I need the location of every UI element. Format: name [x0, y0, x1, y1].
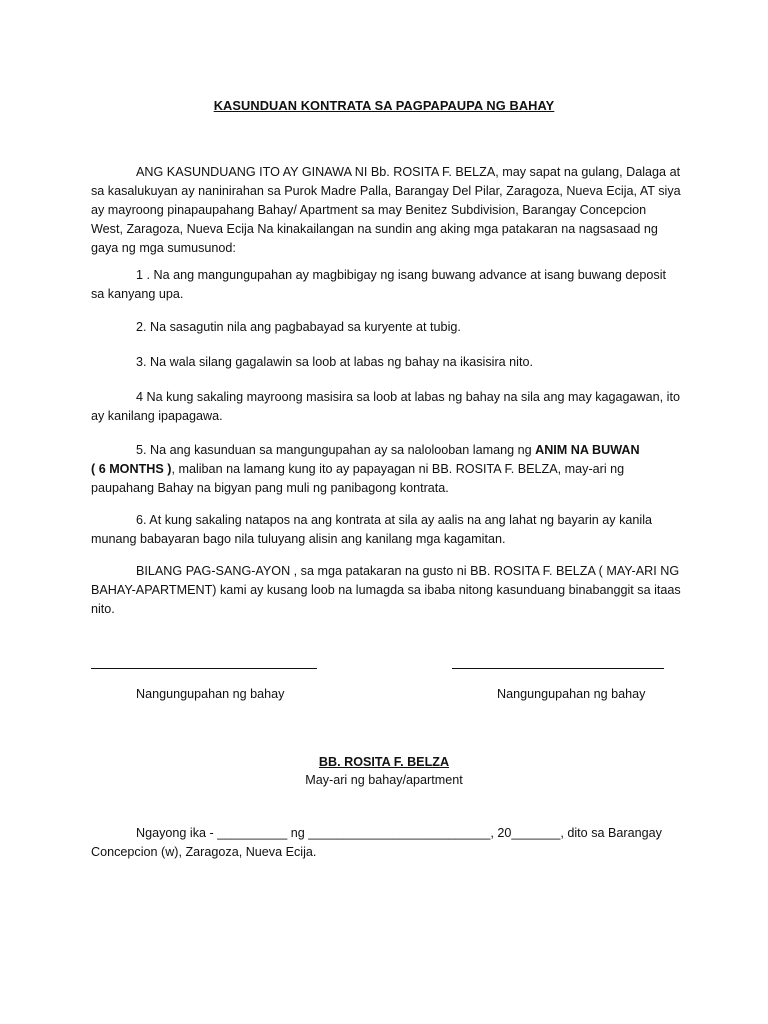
owner-role: May-ari ng bahay/apartment: [305, 773, 463, 787]
signature-label-left: Nangungupahan ng bahay: [136, 687, 285, 701]
agreement-paragraph: BILANG PAG-SANG-AYON , sa mga patakaran na gusto ni BB. ROSITA F. BELZA ( MAY-ARI NG BAHAY-APARTMENT) kami ay kusang loob na lumagda sa ibaba nitong kasunduang binabanggit sa itaas nito.: [91, 564, 681, 616]
item-3: 3. Na wala silang gagalawin sa loob at labas ng bahay na ikasisira nito.: [136, 355, 533, 369]
closing-paragraph: Ngayong ika - __________ ng __________________________, 20_______, dito sa Barangay Concepcion (w), Zaragoza, Nueva Ecija.: [91, 826, 662, 859]
item-4: 4 Na kung sakaling mayroong masisira sa loob at labas ng bahay na sila ang may kagagawan, ito ay kanilang ipapagawa.: [91, 390, 680, 423]
signature-line-left: [91, 667, 317, 669]
item-1: 1 . Na ang mangungupahan ay magbibigay ng isang buwang advance at isang buwang deposit sa kanyang upa.: [91, 268, 667, 301]
signature-label-right: Nangungupahan ng bahay: [497, 687, 646, 701]
item-5-start: 5. Na ang kasunduan sa mangungupahan ay sa nalolooban lamang ng: [136, 443, 536, 457]
item-5-end: , maliban na lamang kung ito ay papayagan ni BB. ROSITA F. BELZA, may-ari ng paupahang Bahay na bigyan pang muli ng panibagong kontrata.: [91, 462, 625, 495]
item-5: [91, 441, 681, 498]
intro-paragraph: ANG KASUNDUANG ITO AY GINAWA NI Bb. ROSITA F. BELZA, may sapat na gulang, Dalaga at sa kasalukuyan ay naninirahan sa Purok Madre Palla, Barangay Del Pilar, Zaragoza, Nueva Ecija, AT siya ay mayroong pinapaupahang Bahay/ Apartment sa may Benitez Subdivision, Barangay Concepcion West, Zaragoza, Nueva Ecija Na kinakailangan na sundin ang aking mga patakaran na nagsasaad ng gaya ng mga sumusunod:: [91, 165, 681, 255]
document-title: KASUNDUAN KONTRATA SA PAGPAPAUPA NG BAHAY: [213, 98, 555, 113]
item-5-duration-words: ANIM NA BUWAN: [535, 443, 640, 457]
item-5-duration-months: ( 6 MONTHS ): [91, 462, 172, 476]
signature-line-right: [452, 667, 664, 669]
item-2: 2. Na sasagutin nila ang pagbabayad sa kuryente at tubig.: [136, 320, 461, 334]
item-6: 6. At kung sakaling natapos na ang kontrata at sila ay aalis na ang lahat ng bayarin ay kanila munang babayaran bago nila tuluyang alisin ang kanilang mga kagamitan.: [91, 513, 652, 546]
owner-name: BB. ROSITA F. BELZA: [318, 755, 450, 769]
